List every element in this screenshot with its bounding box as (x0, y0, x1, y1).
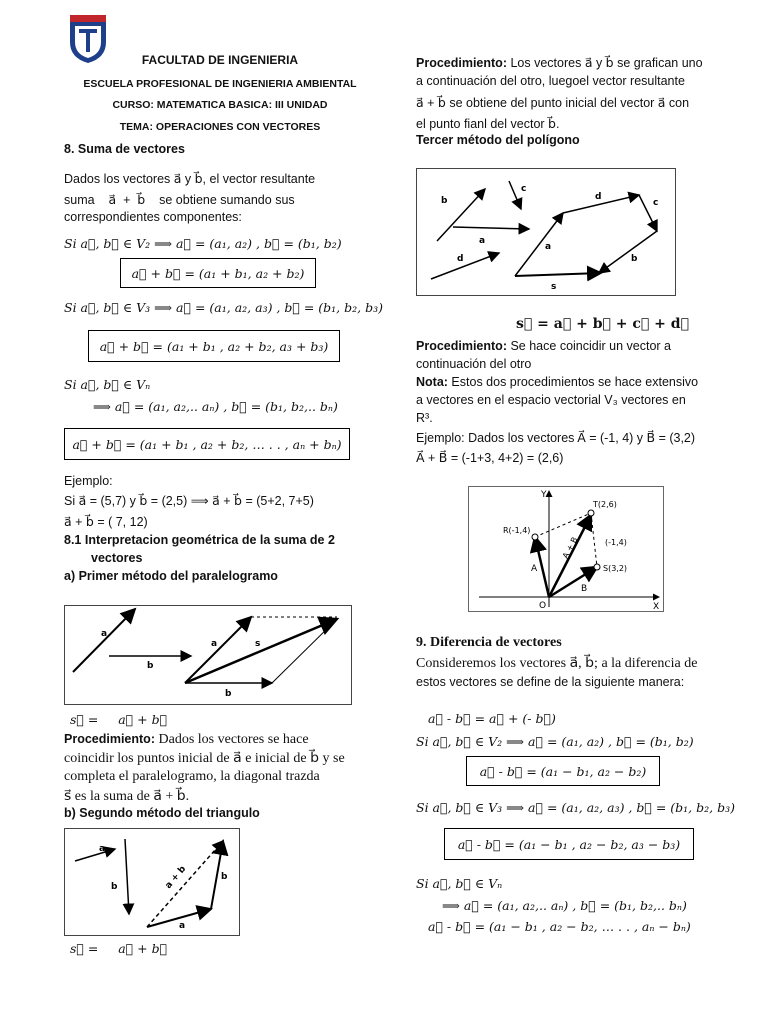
dn-definition-1: Si a⃗, b⃗ ∈ Vₙ (416, 876, 503, 891)
nota-label: Nota: (416, 375, 448, 389)
header-faculty: FACULTAD DE INGENIERIA (141, 53, 299, 67)
tri-a-label-1: a (99, 844, 106, 854)
procedure-line-2: coincidir los puntos inicial de a⃗ e inicial de b⃗ y se (64, 751, 345, 766)
nota-line-1 (416, 373, 698, 391)
procedure-line-4: s⃗ es la suma de a⃗ + b⃗. (64, 789, 190, 804)
d2-definition: Si a⃗, b⃗ ∈ V₂ ⟹ a⃗ = (a₁, a₂) , b⃗ = (b₁, b₂) (416, 734, 694, 749)
v2-sum-formula-box (120, 258, 316, 288)
polygon-figure (416, 168, 676, 296)
example-title: Ejemplo: (64, 474, 113, 488)
section-8-title: 8. Suma de vectores (64, 142, 185, 156)
procedure-text-1: Dados los vectores se hace (155, 732, 309, 747)
axis-y-label: Y (541, 490, 547, 500)
origin-label: O (539, 601, 547, 611)
vn-definition-2: ⟹ a⃗ = (a₁, a₂,.. aₙ) , b⃗ = (b₁, b₂,.. bₙ) (93, 399, 338, 414)
vector-a-label: A (531, 564, 538, 574)
right-procedure-line-5 (416, 337, 671, 355)
parallelogram-figure (64, 605, 352, 705)
triangle-figure (64, 828, 240, 936)
right-example-line-2: A⃗ + B⃗ = (-1+3, 4+2) = (2,6) (416, 451, 564, 465)
right-procedure-line-4: el punto fianl del vector b⃗. (416, 117, 560, 131)
vn-sum-formula: a⃗ + b⃗ = (a₁ + b₁ , a₂ + b₂, … . . , aₙ + bₙ) (72, 436, 342, 452)
university-logo (66, 14, 110, 64)
s8-paragraph-3: correspondientes componentes: (64, 210, 242, 224)
v2-definition: Si a⃗, b⃗ ∈ V₂ ⟹ a⃗ = (a₁, a₂) , b⃗ = (b₁, b₂) (64, 236, 342, 251)
poly-d-label-2: d (595, 192, 602, 202)
vector-ab-label: A + B (560, 535, 580, 560)
vector-b-label: B (581, 584, 588, 594)
tri-b-label-1: b (111, 882, 118, 892)
procedure-line-1 (64, 730, 309, 749)
polygon-equation: s⃗ = a⃗ + b⃗ + c⃗ + d⃗ (516, 316, 689, 332)
poly-s-label: s (551, 282, 557, 292)
d3-diff-formula-box (444, 828, 694, 860)
sum-equation-2: s⃗ = a⃗ + b⃗ (70, 941, 168, 956)
right-procedure-line-2: a continuación del otro, luegoel vector resultante (416, 74, 685, 88)
right-example-line-1: Ejemplo: Dados los vectores A⃗ = (-1, 4) y B⃗ = (3,2) (416, 431, 696, 445)
nota-line-2: a vectores en el espacio vectorial V₃ vectores en (416, 393, 686, 407)
right-procedure-label: Procedimiento: (416, 56, 507, 70)
example-line-2: a⃗ + b⃗ = ( 7, 12) (64, 515, 148, 529)
right-procedure-text-5: Se hace coincidir un vector a (507, 339, 671, 353)
method-c-title: Tercer método del polígono (416, 133, 580, 147)
nota-line-3: R³. (416, 411, 433, 425)
axis-x-label: X (653, 602, 660, 611)
d2-diff-formula-box (466, 756, 660, 786)
right-procedure-line-1 (416, 54, 703, 72)
right-procedure-text-1: Los vectores a⃗ y b⃗ se grafican uno (507, 56, 703, 70)
poly-b-label-2: b (631, 254, 638, 264)
tri-a-label-2: a (179, 921, 186, 931)
section-8-1-title-1: 8.1 Interpretacion geométrica de la suma de 2 (64, 533, 335, 547)
para-a-label-1: a (101, 629, 108, 639)
v3-sum-formula: a⃗ + b⃗ = (a₁ + b₁ , a₂ + b₂, a₃ + b₃) (99, 338, 329, 354)
v2-sum-formula: a⃗ + b⃗ = (a₁ + b₁, a₂ + b₂) (131, 265, 305, 281)
s9-paragraph-1: Consideremos los vectores a⃗, b⃗; a la diferencia de (416, 656, 698, 671)
right-procedure-label-2: Procedimiento: (416, 339, 507, 353)
section-8-1-title-2: vectores (91, 551, 143, 565)
poly-b-label-1: b (441, 196, 448, 206)
d3-diff-formula: a⃗ - b⃗ = (a₁ − b₁ , a₂ − b₂, a₃ − b₃) (457, 836, 681, 852)
poly-c-label-2: c (653, 198, 659, 208)
header-school: ESCUELA PROFESIONAL DE INGENIERIA AMBIENTAL (83, 78, 357, 90)
example-line-1: Si a⃗ = (5,7) y b⃗ = (2,5) ⟹ a⃗ + b⃗ = (5+2, 7+5) (64, 494, 314, 508)
dn-diff-formula: a⃗ - b⃗ = (a₁ − b₁ , a₂ − b₂, … . . , aₙ − bₙ) (428, 919, 691, 934)
coordinate-figure (468, 486, 664, 612)
poly-a-label-2: a (545, 242, 552, 252)
method-b-title: b) Segundo método del triangulo (64, 806, 260, 820)
right-procedure-line-3: a⃗ + b⃗ se obtiene del punto inicial del vector a⃗ con (416, 96, 690, 110)
d3-definition: Si a⃗, b⃗ ∈ V₃ ⟹ a⃗ = (a₁, a₂, a₃) , b⃗ = (b₁, b₂, b₃) (416, 800, 735, 815)
procedure-line-3: completa el paralelogramo, la diagonal trazda (64, 769, 320, 784)
point-r-label: R(-1,4) (503, 526, 531, 535)
vn-definition-1: Si a⃗, b⃗ ∈ Vₙ (64, 377, 151, 392)
poly-d-label-1: d (457, 254, 464, 264)
dn-definition-2: ⟹ a⃗ = (a₁, a₂,.. aₙ) , b⃗ = (b₁, b₂,.. bₙ) (442, 898, 687, 913)
s8-paragraph-1: Dados los vectores a⃗ y b⃗, el vector resultante (64, 172, 316, 186)
v3-definition: Si a⃗, b⃗ ∈ V₃ ⟹ a⃗ = (a₁, a₂, a₃) , b⃗ = (b₁, b₂, b₃) (64, 300, 383, 315)
right-procedure-line-6: continuación del otro (416, 357, 532, 371)
poly-a-label-1: a (479, 236, 486, 246)
point-q-label: (-1,4) (605, 538, 627, 547)
method-a-title: a) Primer método del paralelogramo (64, 569, 278, 583)
para-b-label-2: b (225, 689, 232, 699)
header-course: CURSO: MATEMATICA BASICA: III UNIDAD (112, 99, 328, 111)
point-s-label: S(3,2) (603, 564, 628, 573)
difference-definition: a⃗ - b⃗ = a⃗ + (- b⃗) (428, 711, 556, 726)
s9-paragraph-2: estos vectores se define de la siguiente manera: (416, 675, 685, 689)
para-s-label: s (255, 639, 261, 649)
header-topic: TEMA: OPERACIONES CON VECTORES (119, 121, 321, 133)
vn-sum-formula-box (64, 428, 350, 460)
section-9-title: 9. Diferencia de vectores (416, 635, 562, 650)
poly-c-label-1: c (521, 184, 527, 194)
para-b-label-1: b (147, 661, 154, 671)
sum-equation-1: s⃗ = a⃗ + b⃗ (70, 712, 168, 727)
s8-paragraph-2: suma a⃗ + b⃗ se obtiene sumando sus (64, 193, 295, 207)
tri-sum-label: a + b (163, 864, 189, 891)
procedure-label: Procedimiento: (64, 732, 155, 746)
nota-text-1: Estos dos procedimientos se hace extensivo (447, 375, 699, 389)
d2-diff-formula: a⃗ - b⃗ = (a₁ − b₁, a₂ − b₂) (479, 763, 647, 779)
v3-sum-formula-box (88, 330, 340, 362)
para-a-label-2: a (211, 639, 218, 649)
point-t-label: T(2,6) (593, 500, 617, 509)
tri-b-label-2: b (221, 872, 228, 882)
